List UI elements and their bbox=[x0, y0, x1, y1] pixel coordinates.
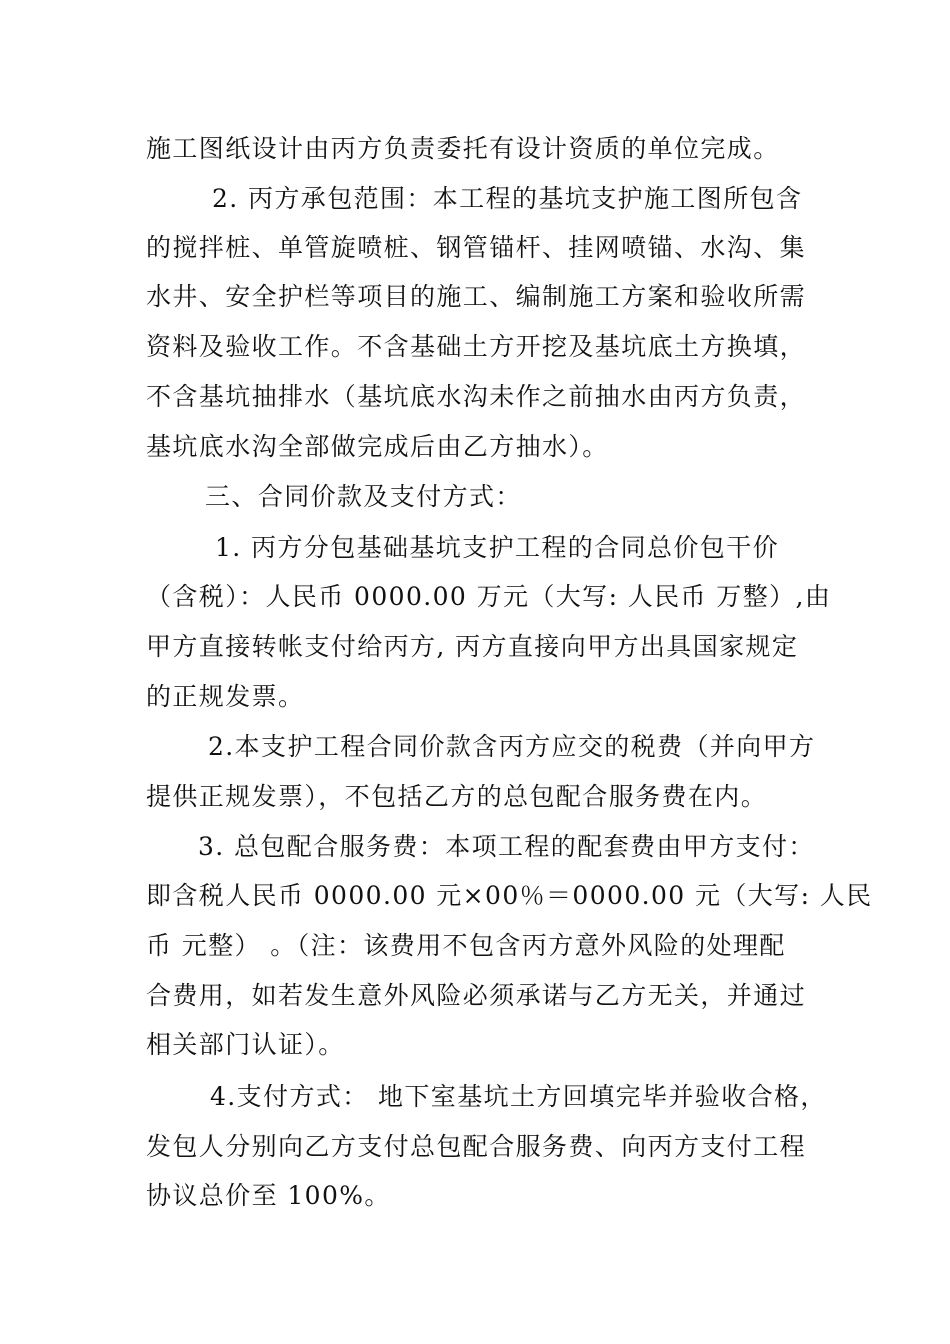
text-line: 资料及验收工作。不含基础土方开挖及基坑底土方换填， bbox=[146, 332, 807, 361]
text-line: 合费用，如若发生意外风险必须承诺与乙方无关，并通过 bbox=[146, 981, 807, 1010]
text-line: 3. 总包配合服务费：本项工程的配套费由甲方支付： bbox=[198, 832, 815, 861]
text-line: 相关部门认证）。 bbox=[146, 1030, 345, 1059]
text-line: 发包人分别向乙方支付总包配合服务费、向丙方支付工程 bbox=[146, 1132, 807, 1161]
text-line: 施工图纸设计由丙方负责委托有设计资质的单位完成。 bbox=[146, 134, 780, 163]
text-line: 不含基坑抽排水（基坑底水沟未作之前抽水由丙方负责， bbox=[146, 382, 807, 411]
text-line: 2. 丙方承包范围：本工程的基坑支护施工图所包含 bbox=[212, 184, 803, 213]
text-line: 2.本支护工程合同价款含丙方应交的税费（并向甲方 bbox=[208, 732, 816, 761]
text-line: 基坑底水沟全部做完成后由乙方抽水）。 bbox=[146, 432, 609, 461]
text-line: 即含税人民币 0000.00 元×00％＝0000.00 元（大写: 人民 bbox=[146, 881, 873, 910]
text-line: 的搅拌桩、单管旋喷桩、钢管锚杆、挂网喷锚、水沟、集 bbox=[146, 233, 807, 262]
text-line: 水井、安全护栏等项目的施工、编制施工方案和验收所需 bbox=[146, 282, 807, 311]
text-line: 1. 丙方分包基础基坑支护工程的合同总价包干价 bbox=[215, 533, 780, 562]
text-line: 协议总价至 100%。 bbox=[146, 1181, 391, 1210]
text-line: 的正规发票。 bbox=[146, 682, 305, 711]
text-line: 甲方直接转帐支付给丙方, 丙方直接向甲方出具国家规定 bbox=[146, 632, 799, 661]
text-line: 4.支付方式： 地下室基坑土方回填完毕并验收合格， bbox=[210, 1082, 827, 1111]
text-line: 币 元整） 。（注：该费用不包含丙方意外风险的处理配 bbox=[146, 931, 786, 960]
text-line: （含税）：人民币 0000.00 万元（大写: 人民币 万整）,由 bbox=[146, 582, 832, 611]
text-line: 提供正规发票），不包括乙方的总包配合服务费在内。 bbox=[146, 782, 768, 811]
section-heading: 三、合同价款及支付方式： bbox=[205, 482, 522, 511]
